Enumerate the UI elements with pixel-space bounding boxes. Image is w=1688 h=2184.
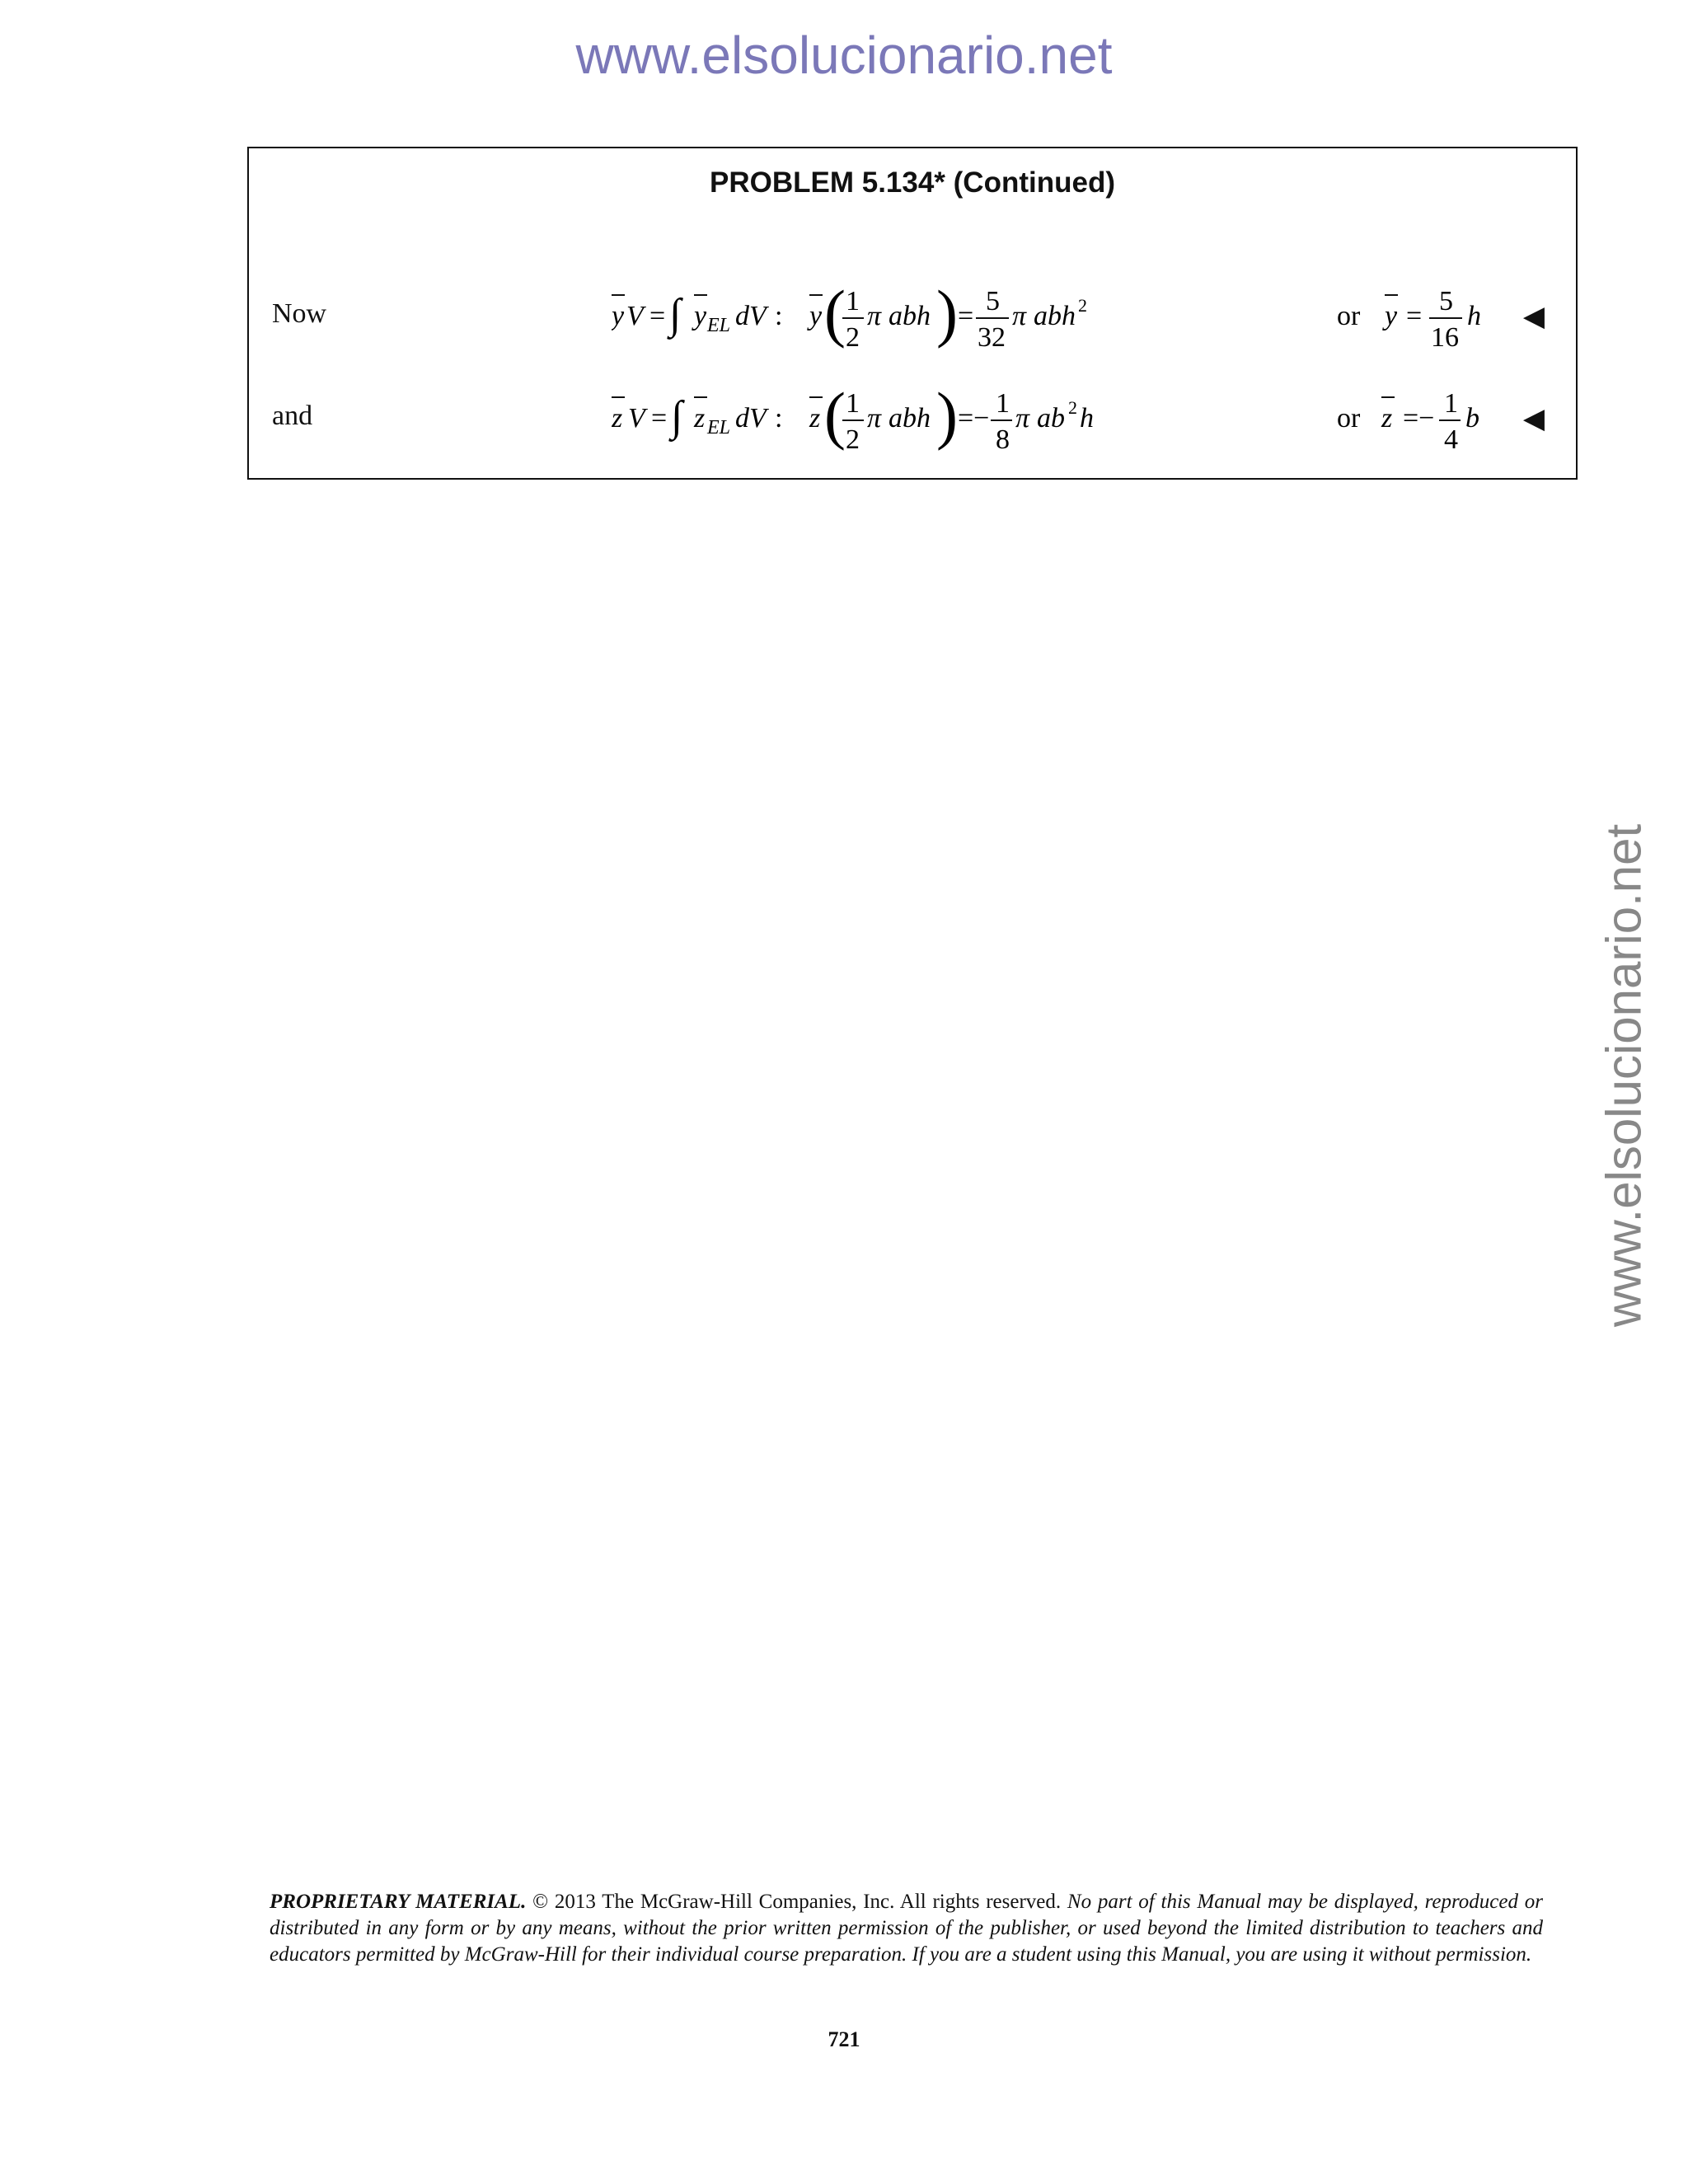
svg-text:=−: =− bbox=[1403, 403, 1435, 434]
svg-text:V: V bbox=[628, 403, 645, 434]
svg-text:π: π bbox=[1015, 403, 1030, 434]
svg-text:(: ( bbox=[824, 279, 846, 349]
svg-text:ab: ab bbox=[1037, 403, 1065, 434]
svg-text:abh: abh bbox=[1034, 301, 1076, 331]
svg-text:32: 32 bbox=[978, 322, 1006, 353]
svg-text:8: 8 bbox=[996, 424, 1010, 455]
svg-text:y: y bbox=[1385, 301, 1398, 331]
svg-text:b: b bbox=[1465, 403, 1479, 434]
row-label-now: Now bbox=[272, 298, 327, 329]
answer-y-formula bbox=[1337, 279, 1502, 377]
footer-bold: PROPRIETARY MATERIAL. bbox=[270, 1891, 527, 1913]
svg-text:π: π bbox=[867, 301, 882, 331]
or-text: or bbox=[1337, 301, 1361, 331]
answer-y bbox=[1337, 279, 1502, 382]
svg-text:=−: =− bbox=[958, 403, 990, 434]
footer-normal: © 2013 The McGraw-Hill Companies, Inc. All rights reserved. bbox=[526, 1891, 1067, 1913]
svg-text:h: h bbox=[1080, 403, 1094, 434]
svg-text:5: 5 bbox=[1439, 286, 1453, 316]
problem-box bbox=[247, 147, 1578, 480]
svg-text:z: z bbox=[612, 403, 623, 434]
svg-text:∫: ∫ bbox=[671, 393, 683, 440]
svg-text:z: z bbox=[694, 403, 706, 434]
svg-text:1: 1 bbox=[996, 388, 1010, 419]
svg-text:y: y bbox=[694, 301, 707, 331]
svg-text:h: h bbox=[1467, 301, 1481, 331]
svg-text:z: z bbox=[809, 403, 821, 434]
answer-z bbox=[1337, 381, 1502, 484]
svg-text:abh: abh bbox=[889, 403, 931, 434]
svg-text:5: 5 bbox=[986, 286, 1000, 316]
svg-text::: : bbox=[775, 403, 783, 434]
footer-italic: No part of this Manual may be displayed, reproduced or distributed in any form or by any means, without the prior written permission of the publisher, or used beyond the limited distribution to teachers and educators permitted by McGraw-Hill for their individual course preparation. If you are a student using this Manual, you are using it without permission. bbox=[270, 1891, 1543, 1966]
svg-text:dV: dV bbox=[735, 403, 767, 434]
svg-text:=: = bbox=[651, 403, 668, 434]
svg-text:(: ( bbox=[824, 381, 846, 451]
watermark-top[interactable]: www.elsolucionario.net bbox=[575, 26, 1113, 85]
svg-text:=: = bbox=[1406, 301, 1423, 331]
svg-text:y: y bbox=[809, 301, 823, 331]
equation-z-integral bbox=[612, 381, 1106, 480]
equation-row-z bbox=[249, 381, 1576, 480]
equation-y-integral bbox=[612, 279, 1106, 377]
svg-text:): ) bbox=[936, 279, 958, 349]
page-number: 721 bbox=[828, 2027, 860, 2051]
copyright-footer bbox=[270, 1889, 1543, 1968]
or-text: or bbox=[1337, 403, 1361, 434]
row-label-and: and bbox=[272, 401, 313, 431]
svg-text:1: 1 bbox=[846, 388, 860, 419]
svg-text:): ) bbox=[936, 381, 958, 451]
svg-text:EL: EL bbox=[707, 315, 731, 336]
answer-z-formula bbox=[1337, 381, 1502, 480]
svg-text:dV: dV bbox=[735, 301, 767, 331]
svg-text:π: π bbox=[1012, 301, 1027, 331]
svg-text:y: y bbox=[612, 301, 625, 331]
svg-text:1: 1 bbox=[846, 286, 860, 316]
svg-text:abh: abh bbox=[889, 301, 931, 331]
svg-text:2: 2 bbox=[1068, 397, 1077, 418]
answer-marker-icon: ◀ bbox=[1522, 302, 1545, 332]
svg-text:4: 4 bbox=[1444, 424, 1458, 455]
svg-text:1: 1 bbox=[1444, 388, 1458, 419]
svg-text::: : bbox=[775, 301, 783, 331]
svg-text:16: 16 bbox=[1431, 322, 1459, 353]
svg-text:z: z bbox=[1381, 403, 1393, 434]
svg-text:2: 2 bbox=[1078, 295, 1087, 316]
svg-text:=: = bbox=[958, 301, 974, 331]
svg-text:EL: EL bbox=[707, 417, 731, 438]
svg-text:=: = bbox=[649, 301, 666, 331]
equation-row-y bbox=[249, 279, 1576, 377]
svg-text:∫: ∫ bbox=[669, 291, 682, 338]
answer-marker-icon: ◀ bbox=[1522, 404, 1545, 434]
svg-text:π: π bbox=[867, 403, 882, 434]
problem-title: PROBLEM 5.134* (Continued) bbox=[710, 166, 1115, 199]
svg-text:2: 2 bbox=[846, 424, 860, 455]
svg-text:V: V bbox=[626, 301, 644, 331]
watermark-side: www.elsolucionario.net bbox=[1596, 823, 1652, 1328]
svg-text:2: 2 bbox=[846, 322, 860, 353]
